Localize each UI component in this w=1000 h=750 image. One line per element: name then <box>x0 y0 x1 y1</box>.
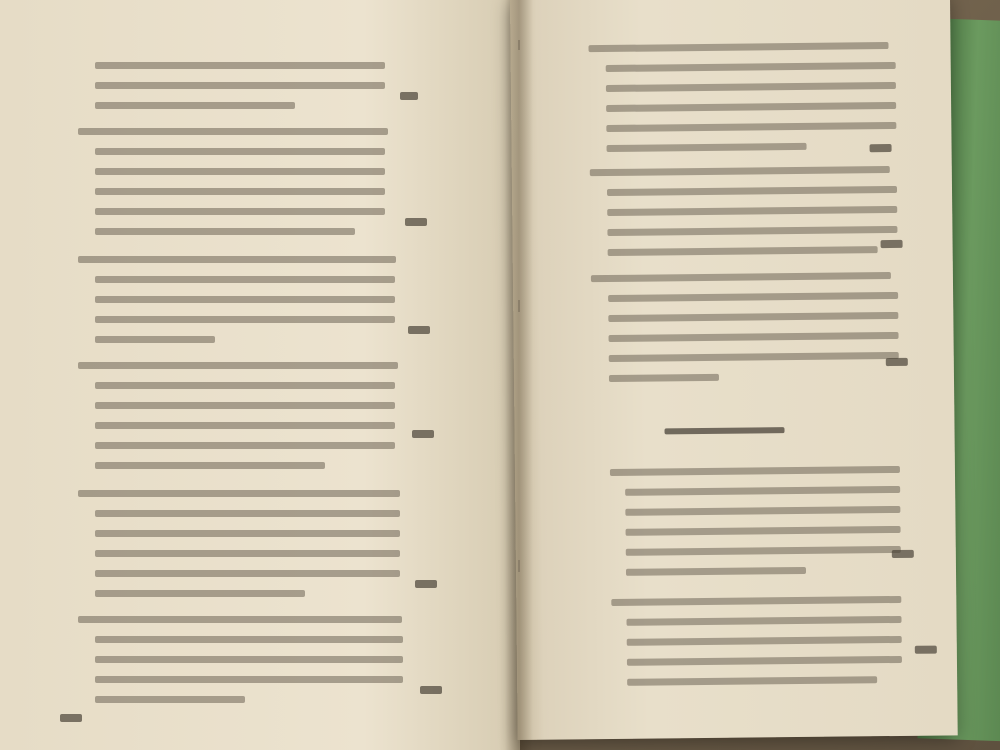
right-page-folio <box>915 646 937 654</box>
right-page <box>510 0 958 740</box>
binding-stitch <box>518 300 520 312</box>
part-heading <box>664 427 784 434</box>
book-gutter <box>505 0 533 750</box>
binding-stitch <box>518 40 520 50</box>
left-page-folio <box>60 714 82 722</box>
binding-stitch <box>518 560 520 572</box>
